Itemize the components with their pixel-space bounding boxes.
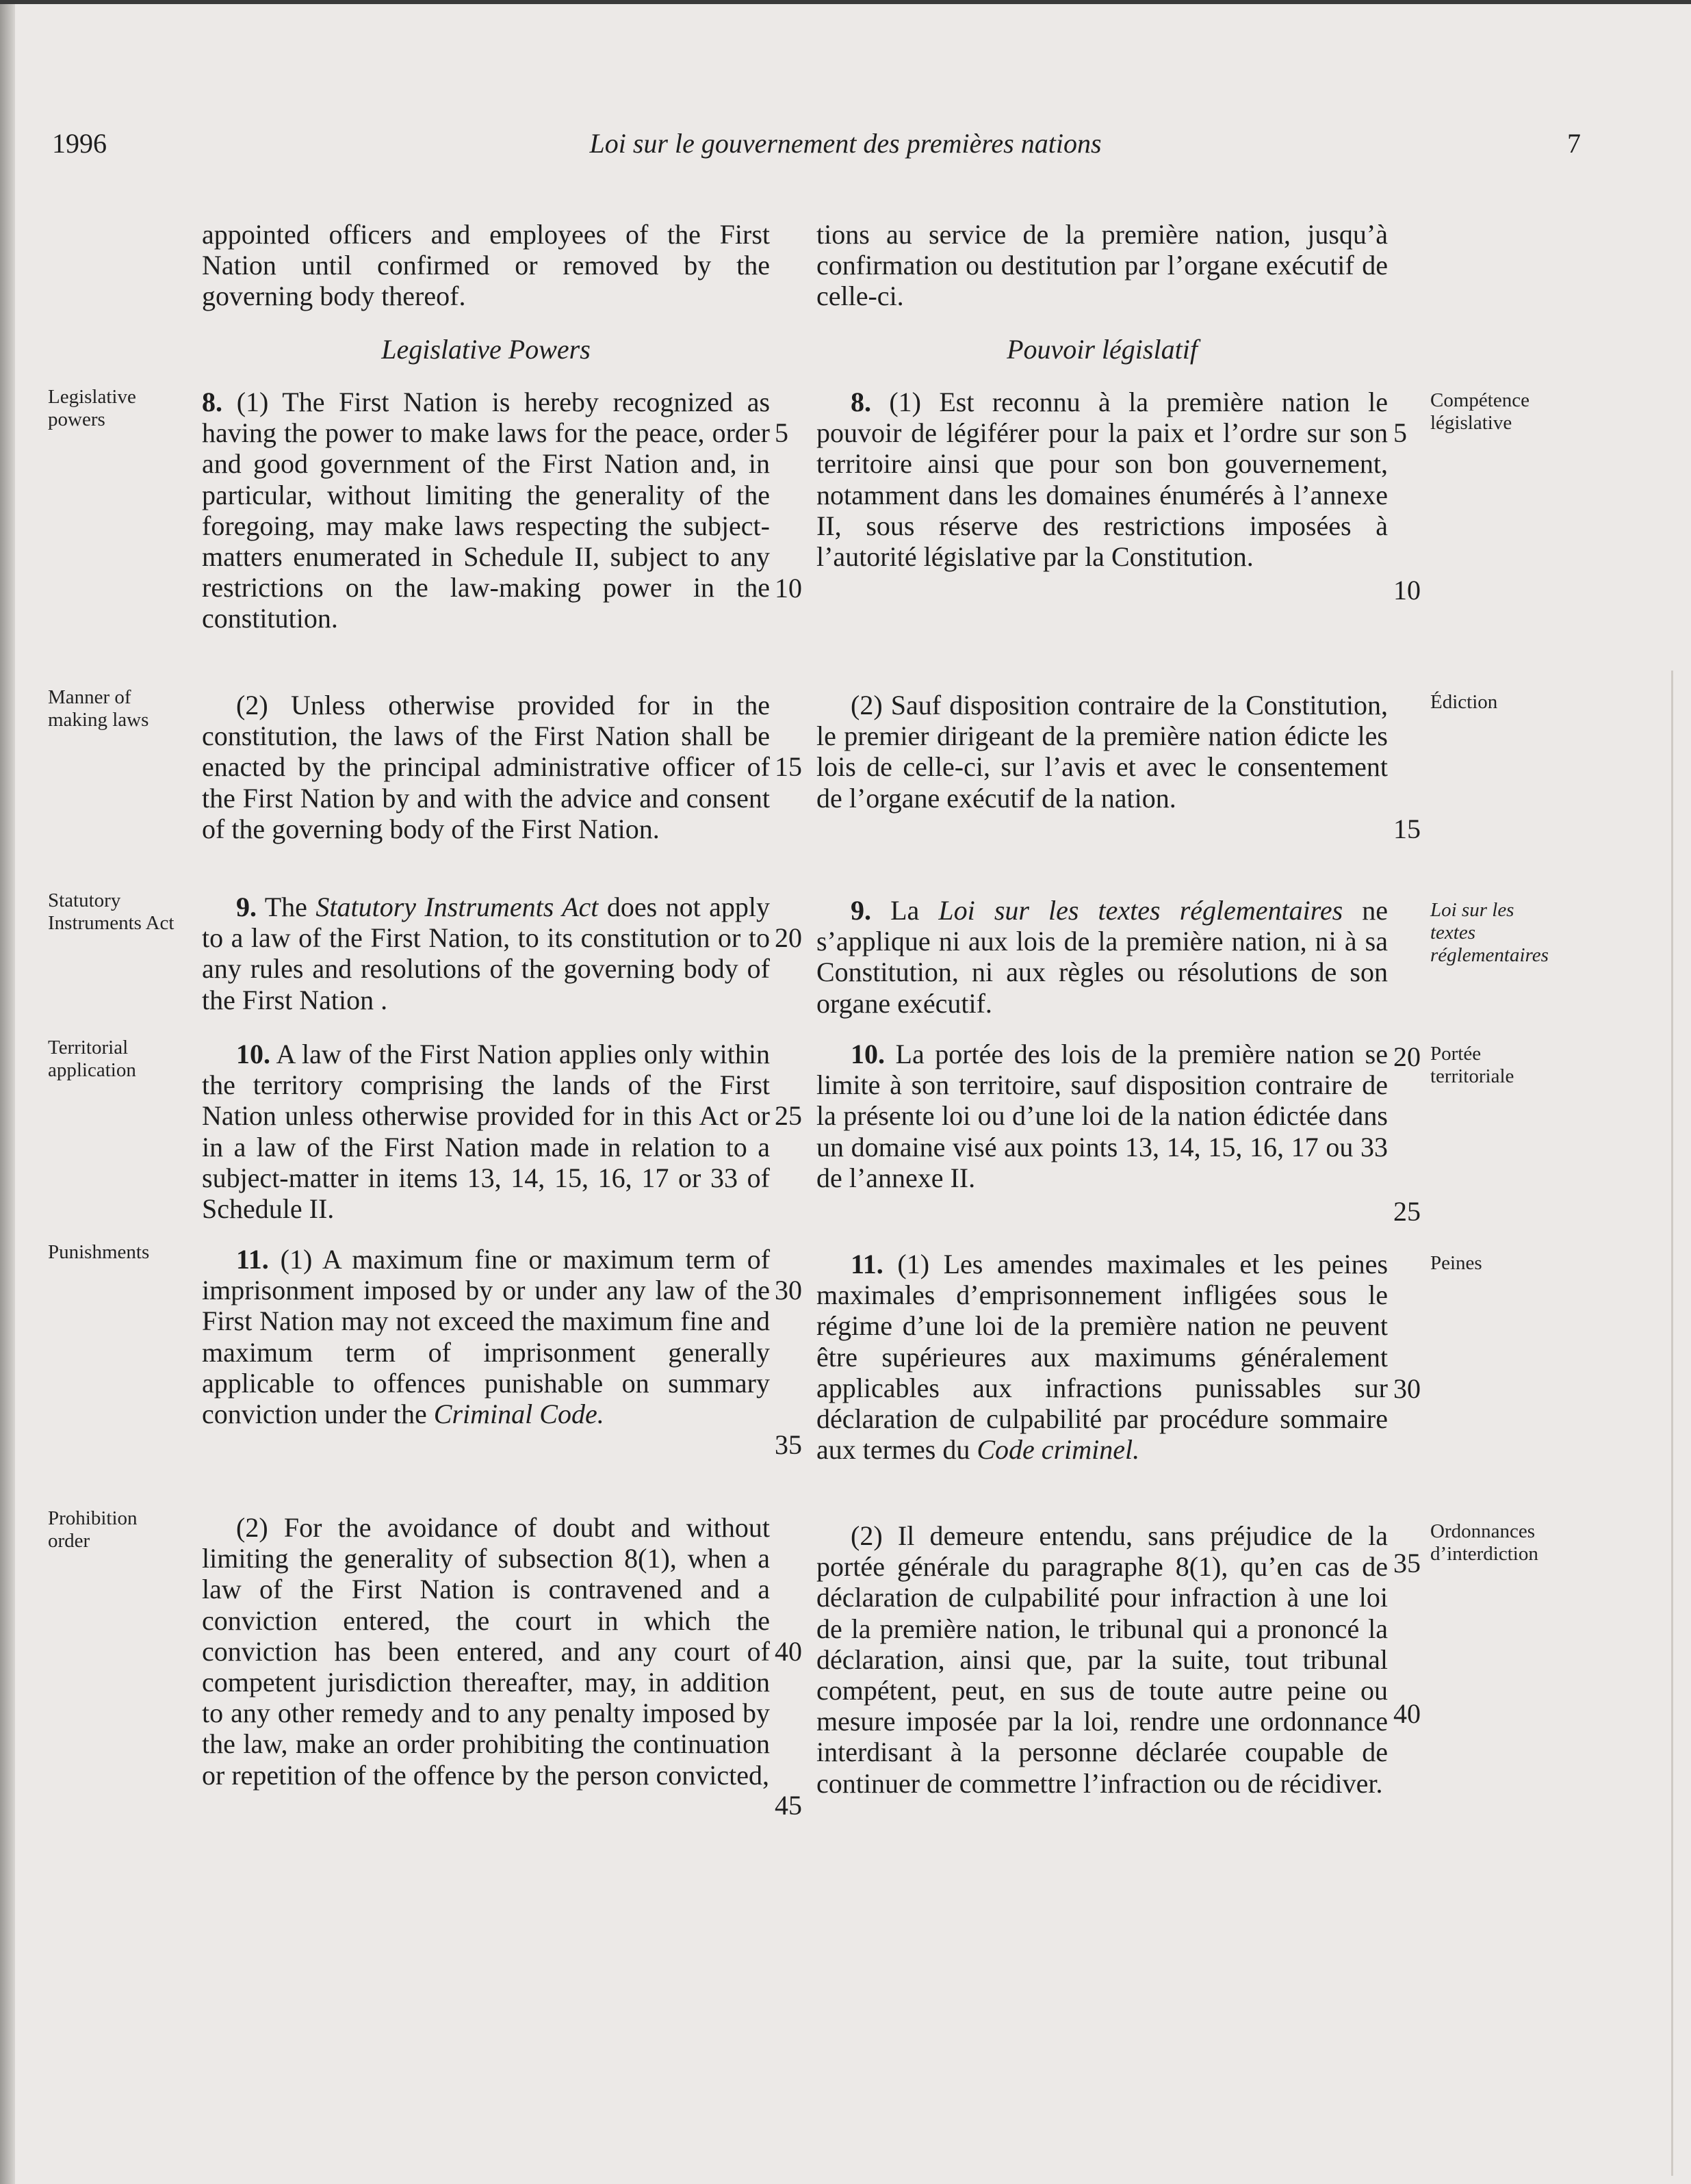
section-8-2-fr [816, 690, 1388, 814]
line-number: 35 [775, 1429, 802, 1460]
margin-note-edition: Édiction [1430, 691, 1498, 713]
section-number: 8. [202, 387, 222, 417]
margin-note-legislative-powers: Legislative powers [48, 386, 136, 430]
section-number: 9. [851, 895, 871, 926]
section-11-1-en-pre: (1) A maximum fine or maximum term of imprisonment imposed by or under any law of the First Nation may not exceed the maximum fine and maximum term of imprisonment generally applicable to offences punishable on summary conviction under the [202, 1244, 771, 1430]
code-title: Code criminel. [977, 1434, 1140, 1466]
margin-note-statutory-instruments-act: Statutory Instruments Act [48, 889, 175, 934]
section-number: 8. [851, 387, 871, 417]
section-11-2-fr-text: (2) Il demeure entendu, sans préjudice de la portée générale du paragraphe 8(1), qu’en cas de déclaration de culpabilité pour infraction à une loi de la première nation, le tribunal qui a prononcé la déclaration, ainsi que, par la suite, tout tribunal compétent, peut, en sus de toute autre peine ou mesure imposée par la loi, rendre une ordonnance interdisant à la personne déclarée coupable de continuer de commettre l’infraction ou de récidiver. [816, 1520, 1388, 1799]
section-10-fr [816, 1039, 1388, 1193]
act-title: Loi sur les textes réglementaires [938, 895, 1343, 926]
header-year: 1996 [52, 128, 107, 159]
margin-note-prohibition-order: Prohibition order [48, 1507, 138, 1552]
margin-note-portee: Portée territoriale [1430, 1043, 1514, 1087]
section-8-1-fr [816, 387, 1388, 572]
heading-fr: Pouvoir législatif [1007, 334, 1198, 365]
line-number: 30 [775, 1275, 802, 1305]
margin-note-punishments: Punishments [48, 1241, 150, 1263]
section-number: 11. [851, 1249, 883, 1279]
line-number: 25 [775, 1100, 802, 1131]
line-number: 10 [775, 573, 802, 603]
section-10-en-text: A law of the First Nation applies only within the territory comprising the lands of the First Nation unless otherwise provided for in this Act or in a law of the First Nation made in relation to a subject-matter in items 13, 14, 15, 16, 17 or 33 of Schedule II. [202, 1039, 770, 1225]
line-number: 40 [1393, 1698, 1421, 1729]
section-number: 10. [851, 1039, 885, 1069]
binding-edge [0, 0, 15, 2184]
margin-note-territorial-application: Territorial application [48, 1037, 136, 1081]
continuation-en [202, 219, 770, 312]
act-title: Statutory Instruments Act [315, 892, 599, 922]
section-9-en-pre: The [264, 892, 307, 922]
scan-top-edge [0, 0, 1691, 4]
section-11-2-en [202, 1512, 770, 1791]
section-number: 11. [236, 1244, 269, 1275]
section-number: 9. [236, 892, 257, 922]
section-8-1-en [202, 387, 770, 634]
section-10-fr-text: La portée des lois de la première nation se limite à son territoire, sauf disposition contraire de la présente loi ou d’une loi de la nation édictée dans un domaine visé aux points 13, 14, 15, 16, 17 ou 33 de l’annexe II. [816, 1039, 1389, 1193]
line-number: 35 [1393, 1548, 1421, 1578]
section-9-fr [816, 895, 1388, 1019]
line-number: 40 [775, 1636, 802, 1667]
page-number: 7 [1567, 128, 1581, 159]
line-number: 10 [1393, 575, 1421, 606]
section-11-1-fr [816, 1249, 1388, 1465]
line-number: 20 [1393, 1041, 1421, 1072]
section-11-2-fr [816, 1520, 1388, 1799]
continuation-fr-text: tions au service de la première nation, jusqu’à confirmation ou destitution par l’organe exécutif de celle-ci. [816, 219, 1388, 312]
section-8-1-en-text: (1) The First Nation is hereby recognized as having the power to make laws for the peace, order and good government of the First Nation and, in particular, without limiting the generality of the foregoing, may make laws respecting the subject-matters enumerated in Schedule II, subject to any restrictions on the law-making power in the constitution. [202, 387, 771, 634]
line-number: 45 [775, 1790, 802, 1821]
heading-en: Legislative Powers [381, 334, 591, 365]
line-number: 5 [775, 417, 788, 448]
section-9-en-post: does not apply to a law of the First Nation, to its constitution or to any rules and resolutions of the governing body of the First Nation . [202, 892, 771, 1015]
section-8-2-fr-text: (2) Sauf disposition contraire de la Constitution, le premier dirigeant de la première nation édicte les lois de celle-ci, sur l’avis et avec le consentement de l’organe exécutif de la nation. [816, 690, 1388, 814]
section-9-en [202, 892, 770, 1015]
line-number: 15 [1393, 814, 1421, 844]
margin-note-peines: Peines [1430, 1252, 1482, 1274]
line-number: 30 [1393, 1373, 1421, 1404]
continuation-en-text: appointed officers and employees of the First Nation until confirmed or removed by the governing body thereof. [202, 219, 770, 312]
continuation-fr [816, 219, 1388, 312]
line-number: 5 [1393, 417, 1407, 448]
page-fold [1671, 671, 1673, 2176]
section-9-fr-pre: La [890, 895, 920, 926]
section-11-1-fr-pre: (1) Les amendes maximales et les peines maximales d’emprisonnement infligées sous le régime d’une loi de la première nation ne peuvent être supérieures aux maximums généralement applicables aux infractions punissables sur déclaration de culpabilité par procédure sommaire aux termes du [816, 1249, 1389, 1466]
section-9-fr-post: ne s’applique ni aux lois de la première nation, ni à sa Constitution, ni aux règles ou résolutions de son organe exécutif. [816, 895, 1389, 1019]
margin-note-competence: Compétence législative [1430, 389, 1529, 434]
line-number: 15 [775, 751, 802, 782]
margin-note-manner-of-making-laws: Manner of making laws [48, 686, 149, 731]
code-title: Criminal Code. [433, 1399, 604, 1430]
section-8-2-en [202, 690, 770, 844]
header-title: Loi sur le gouvernement des premières nations [589, 128, 1102, 159]
section-11-1-en [202, 1244, 770, 1429]
section-10-en [202, 1039, 770, 1224]
section-number: 10. [236, 1039, 270, 1069]
margin-note-loi-textes: Loi sur les textes réglementaires [1430, 899, 1549, 966]
line-number: 20 [775, 922, 802, 953]
section-8-1-fr-text: (1) Est reconnu à la première nation le pouvoir de légiférer pour la paix et l’ordre sur son territoire ainsi que pour son bon gouvernement, notamment dans les domaines énumérés à l’annexe II, sous réserve des restrictions imposées à l’autorité législative par la Constitution. [816, 387, 1388, 573]
line-number: 25 [1393, 1196, 1421, 1227]
section-11-2-en-text: (2) For the avoidance of doubt and without limiting the generality of subsection 8(1), when a law of the First Nation is contravened and a conviction entered, the court in which the conviction has been entered, and any court of competent jurisdiction thereafter, may, in addition to any other remedy and to any penalty imposed by the law, make an order prohibiting the continuation or repetition of the offence by the person convicted, [202, 1512, 770, 1791]
margin-note-ordonnances: Ordonnances d’interdiction [1430, 1520, 1538, 1565]
section-8-2-en-text: (2) Unless otherwise provided for in the constitution, the laws of the First Nation shall be enacted by the principal administrative officer of the First Nation by and with the advice and consent of the governing body of the First Nation. [202, 690, 770, 844]
